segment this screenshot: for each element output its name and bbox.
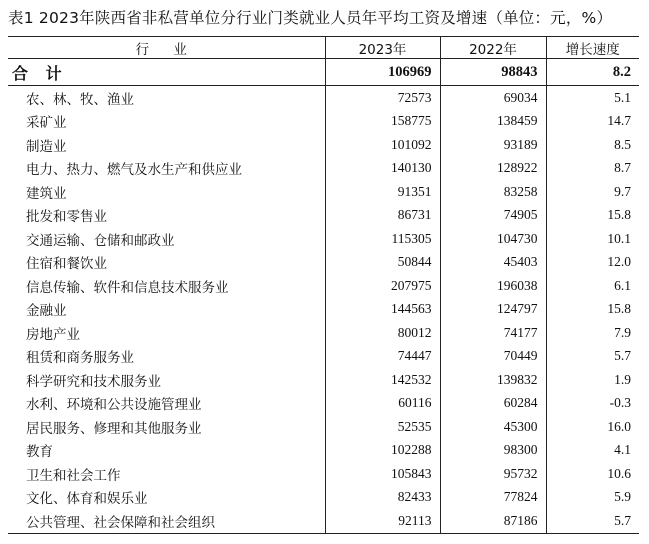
value-2023: 105843	[325, 462, 440, 486]
growth-rate: 12.0	[546, 251, 639, 275]
value-2022: 95732	[440, 462, 546, 486]
value-2023: 91351	[325, 180, 440, 204]
industry-name: 水利、环境和公共设施管理业	[26, 397, 202, 414]
growth-rate: 15.8	[546, 298, 639, 322]
value-2022: 128922	[440, 157, 546, 181]
table-row	[8, 368, 639, 392]
value-2023: 52535	[325, 415, 440, 439]
growth-rate: 1.9	[546, 368, 639, 392]
growth-rate: 8.5	[546, 133, 639, 157]
header-2022: 2022年	[440, 37, 546, 59]
value-2023: 86731	[325, 204, 440, 228]
industry-name: 租赁和商务服务业	[26, 350, 134, 367]
header-2023: 2023年	[325, 37, 440, 59]
growth-rate: 8.7	[546, 157, 639, 181]
table-row	[8, 439, 639, 463]
industry-name: 科学研究和技术服务业	[26, 373, 161, 390]
value-2022: 69034	[440, 86, 546, 110]
value-2022: 83258	[440, 180, 546, 204]
industry-name: 住宿和餐饮业	[26, 256, 107, 273]
growth-rate: 14.7	[546, 110, 639, 134]
table-row	[8, 204, 639, 228]
total-growth: 8.2	[546, 59, 639, 86]
total-label: 合 计	[8, 59, 325, 86]
value-2023: 140130	[325, 157, 440, 181]
industry-name: 采矿业	[26, 115, 67, 132]
industry-name: 批发和零售业	[26, 209, 107, 226]
growth-rate: 9.7	[546, 180, 639, 204]
value-2023: 92113	[325, 509, 440, 533]
value-2022: 77824	[440, 486, 546, 510]
total-row	[8, 59, 639, 86]
value-2022: 139832	[440, 368, 546, 392]
table-row	[8, 486, 639, 510]
growth-rate: 7.9	[546, 321, 639, 345]
value-2023: 158775	[325, 110, 440, 134]
value-2022: 196038	[440, 274, 546, 298]
table-row	[8, 274, 639, 298]
header-growth: 增长速度	[546, 37, 639, 59]
value-2022: 74177	[440, 321, 546, 345]
value-2023: 60116	[325, 392, 440, 416]
industry-name: 教育	[26, 444, 53, 461]
table-row	[8, 415, 639, 439]
value-2022: 124797	[440, 298, 546, 322]
value-2022: 60284	[440, 392, 546, 416]
growth-rate: 6.1	[546, 274, 639, 298]
industry-name: 交通运输、仓储和邮政业	[26, 232, 175, 249]
header-industry: 行 业	[8, 37, 325, 59]
total-2022: 98843	[440, 59, 546, 86]
table-row	[8, 110, 639, 134]
value-2022: 74905	[440, 204, 546, 228]
table-row	[8, 251, 639, 275]
value-2023: 72573	[325, 86, 440, 110]
value-2023: 207975	[325, 274, 440, 298]
industry-name: 电力、热力、燃气及水生产和供应业	[26, 162, 242, 179]
value-2022: 104730	[440, 227, 546, 251]
value-2023: 50844	[325, 251, 440, 275]
industry-name: 信息传输、软件和信息技术服务业	[26, 279, 229, 296]
growth-rate: 10.6	[546, 462, 639, 486]
table-row	[8, 157, 639, 181]
table-row	[8, 180, 639, 204]
industry-name: 金融业	[26, 303, 67, 320]
value-2022: 70449	[440, 345, 546, 369]
wage-table	[8, 36, 639, 534]
total-2023: 106969	[325, 59, 440, 86]
growth-rate: 10.1	[546, 227, 639, 251]
value-2023: 82433	[325, 486, 440, 510]
growth-rate: 5.7	[546, 509, 639, 533]
table-row	[8, 509, 639, 533]
value-2023: 74447	[325, 345, 440, 369]
growth-rate: 5.7	[546, 345, 639, 369]
growth-rate: 5.1	[546, 86, 639, 110]
value-2022: 138459	[440, 110, 546, 134]
value-2023: 144563	[325, 298, 440, 322]
industry-name: 建筑业	[26, 185, 67, 202]
table-row	[8, 392, 639, 416]
growth-rate: 5.9	[546, 486, 639, 510]
value-2023: 142532	[325, 368, 440, 392]
value-2023: 80012	[325, 321, 440, 345]
industry-name: 居民服务、修理和其他服务业	[26, 420, 202, 437]
value-2023: 102288	[325, 439, 440, 463]
table-row	[8, 133, 639, 157]
industry-name: 房地产业	[26, 326, 80, 343]
header-row	[8, 37, 639, 59]
value-2023: 101092	[325, 133, 440, 157]
value-2022: 45403	[440, 251, 546, 275]
industry-name: 制造业	[26, 138, 67, 155]
value-2022: 93189	[440, 133, 546, 157]
value-2022: 87186	[440, 509, 546, 533]
industry-name: 公共管理、社会保障和社会组织	[8, 509, 325, 533]
industry-name: 农、林、牧、渔业	[26, 91, 134, 108]
value-2022: 45300	[440, 415, 546, 439]
value-2022: 98300	[440, 439, 546, 463]
table-row	[8, 345, 639, 369]
table-row	[8, 298, 639, 322]
value-2023: 115305	[325, 227, 440, 251]
growth-rate: 15.8	[546, 204, 639, 228]
growth-rate: 4.1	[546, 439, 639, 463]
table-row	[8, 227, 639, 251]
growth-rate: -0.3	[546, 392, 639, 416]
industry-name: 文化、体育和娱乐业	[26, 491, 148, 508]
table-row	[8, 321, 639, 345]
growth-rate: 16.0	[546, 415, 639, 439]
table-row	[8, 86, 639, 110]
table-row	[8, 462, 639, 486]
industry-name: 卫生和社会工作	[26, 467, 121, 484]
table-title: 表1 2023年陕西省非私营单位分行业门类就业人员年平均工资及增速（单位：元，%）	[8, 9, 613, 27]
